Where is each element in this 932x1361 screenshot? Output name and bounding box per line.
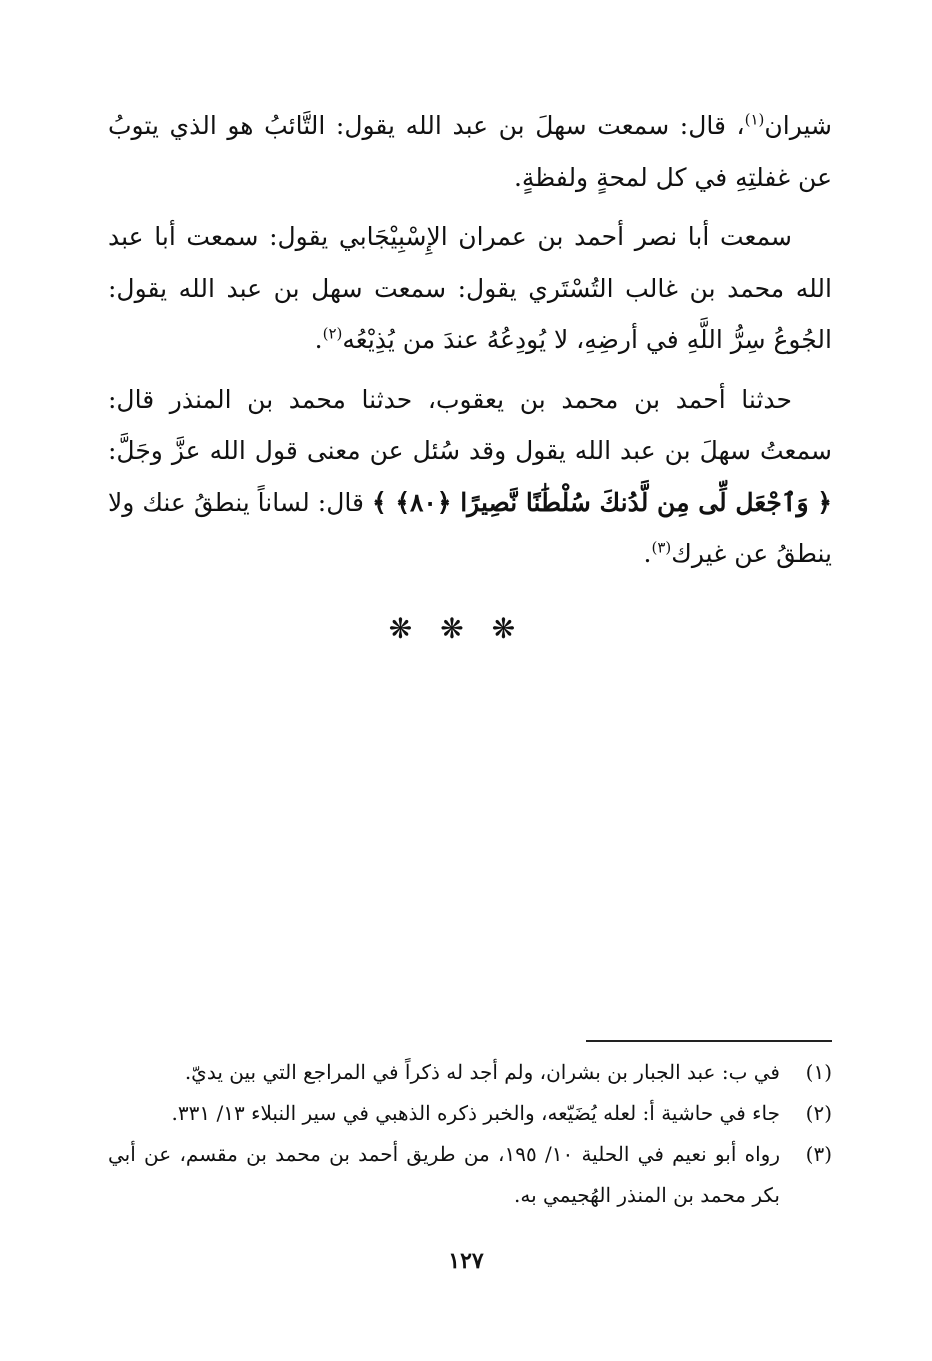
footnote-number: (٢) [805,1101,832,1125]
footnote-3 [108,1134,832,1216]
footnote-divider [586,1040,832,1042]
paragraph-3-tail: . [643,539,652,568]
page-number: ١٢٧ [448,1248,484,1274]
paragraph-2-tail: . [314,325,323,354]
footnote-text: جاء في حاشية أ: لعله يُضَيّعه، والخبر ذكره الذهبي في سير النبلاء ١٣/ ٣٣١. [171,1101,780,1125]
paragraph-2 [108,211,832,366]
paragraph-1-lead: شيران [764,111,832,140]
paragraph-3 [108,374,832,580]
footnotes [108,1052,832,1216]
paragraph-2-text: سمعت أبا نصر أحمد بن عمران الإِسْبِيْجَابي يقول: سمعت أبا عبد الله محمد بن غالب التُسْتَري يقول: سمعت سهل بن عبد الله يقول: الجُوعُ سِرُّ اللَّهِ في أرضِهِ، لا يُودِعُهُ عندَ من يُذِيْعُه [108,222,832,354]
quran-verse: ﴿ وَٱجْعَل لِّى مِن لَّدُنكَ سُلْطَٰنًا نَّصِيرًا ﴿٨٠﴾ ﴾ [371,487,832,517]
footnote-1 [108,1052,832,1093]
main-text [108,100,832,580]
paragraph-1 [108,100,832,203]
footnote-ref-3[interactable]: (٣) [651,538,672,557]
footnote-ref-1[interactable]: (١) [744,110,765,129]
footnote-ref-2[interactable]: (٢) [322,324,343,343]
section-separator: ❋❋❋ [388,612,544,645]
paragraph-3-after: قال: لساناً ينطقُ عنك ولا ينطقُ عن غيرك [108,487,832,568]
paragraph-3-text: حدثنا أحمد بن محمد بن يعقوب، حدثنا محمد بن المنذر قال: سمعتُ سهلَ بن عبد الله يقول وقد سُئل عن معنى قول الله عزَّ وجَلَّ: [108,384,832,465]
footnote-text: رواه أبو نعيم في الحلية ١٠/ ١٩٥، من طريق أحمد بن محمد بن مقسم، عن أبي بكر محمد بن المنذر الهُجيمي به. [108,1142,780,1207]
footnote-number: (٣) [805,1142,832,1166]
footnote-number: (١) [805,1060,832,1084]
footnote-text: في ب: عبد الجبار بن بشران، ولم أجد له ذكراً في المراجع التي بين يديّ. [184,1060,780,1084]
paragraph-1-text: ، قال: سمعت سهلَ بن عبد الله يقول: التَّائبُ هو الذي يتوبُ عن غفلتِهِ في كل لمحةٍ ولفظةٍ. [108,111,832,192]
footnote-2 [108,1093,832,1134]
